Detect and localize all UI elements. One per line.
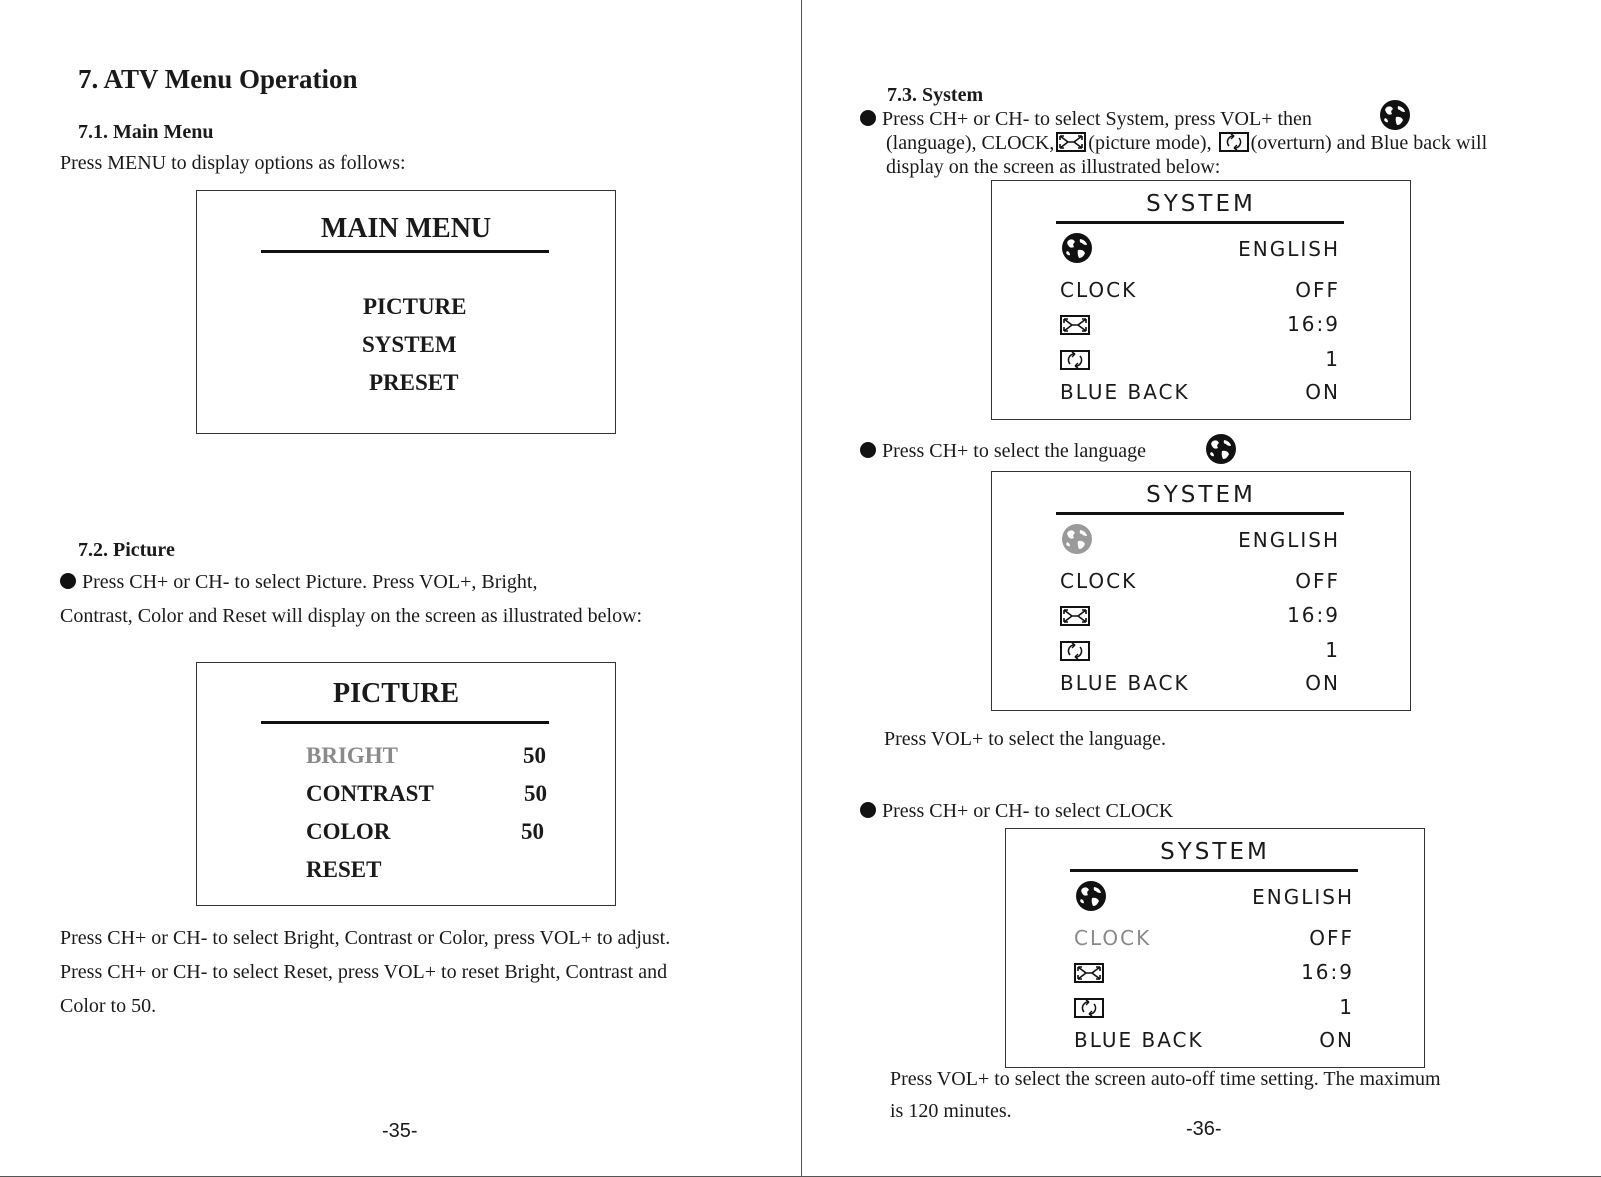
- blue-back-value: ON: [1305, 380, 1340, 404]
- blue-back-value: ON: [1319, 1028, 1354, 1052]
- clock-bullet-line: Press CH+ or CH- to select CLOCK: [860, 800, 1173, 823]
- blue-back-label: BLUE BACK: [1060, 380, 1190, 404]
- blue-back-label: BLUE BACK: [1074, 1028, 1204, 1052]
- overturn-icon: [1219, 132, 1249, 152]
- bullet-icon: [860, 802, 876, 818]
- clock-value: OFF: [1295, 569, 1340, 593]
- language-value: ENGLISH: [1238, 237, 1340, 261]
- blue-back-value: ON: [1305, 671, 1340, 695]
- osd-title-rule: [1070, 869, 1358, 872]
- main-menu-subheading: 7.1. Main Menu: [78, 121, 214, 143]
- picture-mode-value: 16:9: [1287, 312, 1340, 336]
- clock-after-line2: is 120 minutes.: [890, 1100, 1012, 1122]
- clock-label: CLOCK: [1060, 278, 1138, 302]
- picture-after-line1: Press CH+ or CH- to select Bright, Contrast or Color, press VOL+ to adjust.: [60, 927, 671, 949]
- picture-mode-icon: [1060, 315, 1090, 335]
- page-number-right: -36-: [1186, 1118, 1222, 1140]
- osd-title: PICTURE: [332, 678, 459, 709]
- page-divider: [801, 0, 802, 1177]
- overturn-icon: [1060, 350, 1090, 370]
- system-osd-language-selected: [991, 471, 1411, 711]
- overturn-value: 1: [1325, 347, 1340, 371]
- picture-row-bright-value: 50: [523, 743, 546, 768]
- bullet-icon: [860, 442, 876, 458]
- main-menu-intro: Press MENU to display options as follows:: [60, 152, 406, 174]
- language-value: ENGLISH: [1238, 528, 1340, 552]
- picture-row-reset-label: RESET: [306, 857, 382, 882]
- clock-label: CLOCK: [1060, 569, 1138, 593]
- picture-row-contrast-value: 50: [524, 781, 547, 806]
- section-heading: 7. ATV Menu Operation: [78, 64, 358, 94]
- clock-after-line1: Press VOL+ to select the screen auto-off time setting. The maximum: [890, 1068, 1441, 1090]
- language-globe-icon: [1204, 432, 1238, 466]
- picture-bullet-line2: Contrast, Color and Reset will display on the screen as illustrated below:: [60, 605, 643, 627]
- osd-title: SYSTEM: [1146, 482, 1256, 508]
- main-menu-item-preset: PRESET: [369, 370, 459, 395]
- picture-mode-icon: [1056, 132, 1086, 152]
- picture-row-color-value: 50: [521, 819, 544, 844]
- picture-after-line3: Color to 50.: [60, 995, 157, 1017]
- main-menu-item-system: SYSTEM: [362, 332, 457, 357]
- main-menu-item-picture: PICTURE: [363, 294, 467, 319]
- system-intro-line2: (language), CLOCK, (picture mode), (overturn) and Blue back will: [886, 132, 1488, 154]
- picture-subheading: 7.2. Picture: [78, 539, 175, 561]
- clock-label-highlighted: CLOCK: [1074, 926, 1152, 950]
- system-subheading: 7.3. System: [887, 84, 984, 106]
- bullet-icon: [60, 573, 76, 589]
- picture-mode-icon: [1074, 963, 1104, 983]
- picture-mode-icon: [1060, 606, 1090, 626]
- blue-back-label: BLUE BACK: [1060, 671, 1190, 695]
- system-osd-clock-selected: [1005, 828, 1425, 1068]
- language-after-text: Press VOL+ to select the language.: [884, 728, 1166, 750]
- system-osd: [991, 180, 1411, 420]
- osd-title: SYSTEM: [1146, 191, 1256, 217]
- language-globe-icon-highlighted: [1060, 522, 1094, 556]
- picture-mode-value: 16:9: [1301, 960, 1354, 984]
- overturn-icon: [1060, 641, 1090, 661]
- osd-title-rule: [261, 721, 549, 724]
- overturn-value: 1: [1325, 638, 1340, 662]
- language-globe-icon: [1074, 879, 1108, 913]
- page-number-left: -35-: [382, 1120, 418, 1142]
- clock-value: OFF: [1309, 926, 1354, 950]
- osd-title-rule: [261, 250, 549, 253]
- picture-osd: [196, 662, 616, 906]
- picture-mode-value: 16:9: [1287, 603, 1340, 627]
- osd-title-rule: [1056, 221, 1344, 224]
- clock-value: OFF: [1295, 278, 1340, 302]
- osd-title: SYSTEM: [1160, 839, 1270, 865]
- picture-row-bright-label: BRIGHT: [306, 743, 399, 768]
- language-globe-icon: [1060, 231, 1094, 265]
- bullet-icon: [860, 110, 876, 126]
- osd-title-rule: [1056, 512, 1344, 515]
- language-bullet-line: Press CH+ to select the language: [860, 440, 1146, 463]
- picture-row-contrast-label: CONTRAST: [306, 781, 434, 806]
- overturn-value: 1: [1339, 995, 1354, 1019]
- picture-after-line2: Press CH+ or CH- to select Reset, press VOL+ to reset Bright, Contrast and: [60, 961, 668, 983]
- picture-bullet-line1: Press CH+ or CH- to select Picture. Press VOL+, Bright,: [60, 571, 538, 594]
- language-value: ENGLISH: [1252, 885, 1354, 909]
- picture-row-color-label: COLOR: [306, 819, 391, 844]
- language-globe-icon: [1378, 98, 1412, 132]
- system-intro-line3: display on the screen as illustrated below:: [886, 156, 1221, 178]
- system-intro-line1: Press CH+ or CH- to select System, press VOL+ then: [860, 108, 1312, 131]
- main-menu-osd: [196, 190, 616, 434]
- osd-title: MAIN MENU: [320, 213, 492, 244]
- overturn-icon: [1074, 998, 1104, 1018]
